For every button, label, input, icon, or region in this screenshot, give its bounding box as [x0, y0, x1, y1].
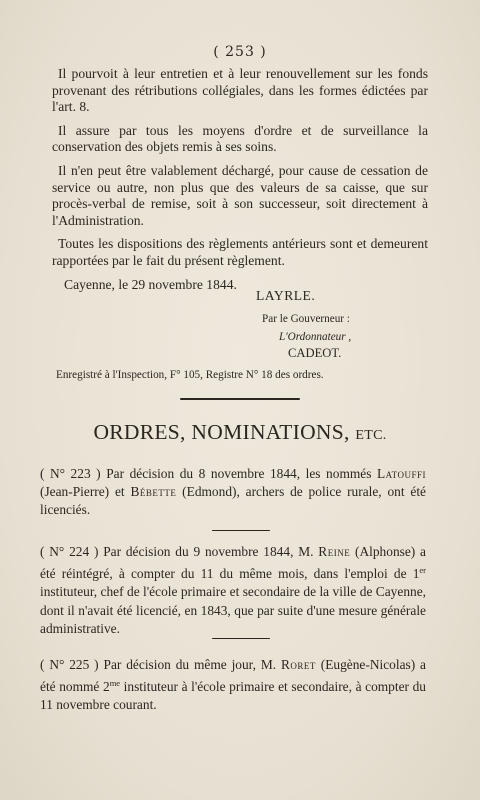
section-heading	[0, 420, 480, 445]
entry-223: ( N° 223 ) Par décision du 8 novembre 1844, les nommés Latouffi (Jean-Pierre) et Bébette (Edmond), archers de police rurale, ont été licenciés.	[40, 466, 426, 518]
person-name: Reine	[318, 544, 351, 559]
entry-number: ( N° 223 )	[40, 466, 101, 481]
entry-number: ( N° 224 )	[40, 544, 99, 559]
paragraph-4: Toutes les dispositions des règlements antérieurs sont et demeurent rapportées par le fait du présent règlement.	[52, 236, 428, 268]
page-number: ( 253 )	[213, 44, 267, 60]
signature-for-governor: Par le Gouverneur :	[262, 313, 350, 325]
signature-title: L'Ordonnateur ,	[279, 331, 352, 343]
person-name: Roret	[280, 657, 316, 672]
divider-rule	[212, 530, 270, 531]
paragraph-2: Il assure par tous les moyens d'ordre et de surveillance la conservation des objets remis à ses soins.	[52, 122, 428, 155]
entry-224: ( N° 224 ) Par décision du 9 novembre 1844, M. Reine (Alphonse) a été réintégré, à compter du 11 du même mois, dans l'emploi de 1er instituteur, chef de l'école primaire et secondaire de la ville de Cayenne, dont il n'avait été licencié, en 1843, que par suite d'une mesure générale administrative.	[40, 544, 426, 636]
person-name: Bébette	[130, 484, 177, 500]
entry-number: ( N° 225 )	[40, 657, 99, 672]
section-heading-etc: ETC.	[355, 428, 387, 443]
section-heading-main: ORDRES, NOMINATIONS,	[93, 420, 350, 444]
paragraph-1: Il pourvoit à leur entretien et à leur renouvellement sur les fonds provenant des rétributions collégiales, dans les formes édictées par l'art. 8.	[52, 66, 428, 115]
divider-rule	[212, 638, 270, 639]
signature-official: CADEOT.	[288, 346, 342, 360]
date-line: Cayenne, le 29 novembre 1844.	[64, 276, 237, 292]
person-name: Latouffi	[376, 466, 426, 481]
regulation-text	[52, 66, 428, 293]
paragraph-3: Il n'en peut être valablement déchargé, pour cause de cessation de service ou autre, non plus que des valeurs de sa caisse, que sur procès-verbal de remise, soit à son successeur, soit directement à l'Administration.	[52, 162, 428, 228]
entry-225: ( N° 225 ) Par décision du même jour, M. Roret (Eugène-Nicolas) a été nommé $2^{me}$ instituteur à l'école primaire et secondaire, à compter du 11 novembre courant.	[40, 657, 426, 713]
signature-name: LAYRLE.	[256, 288, 316, 303]
registration-line: Enregistré à l'Inspection, F° 105, Registre N° 18 des ordres.	[56, 369, 324, 381]
divider-rule	[180, 398, 300, 400]
